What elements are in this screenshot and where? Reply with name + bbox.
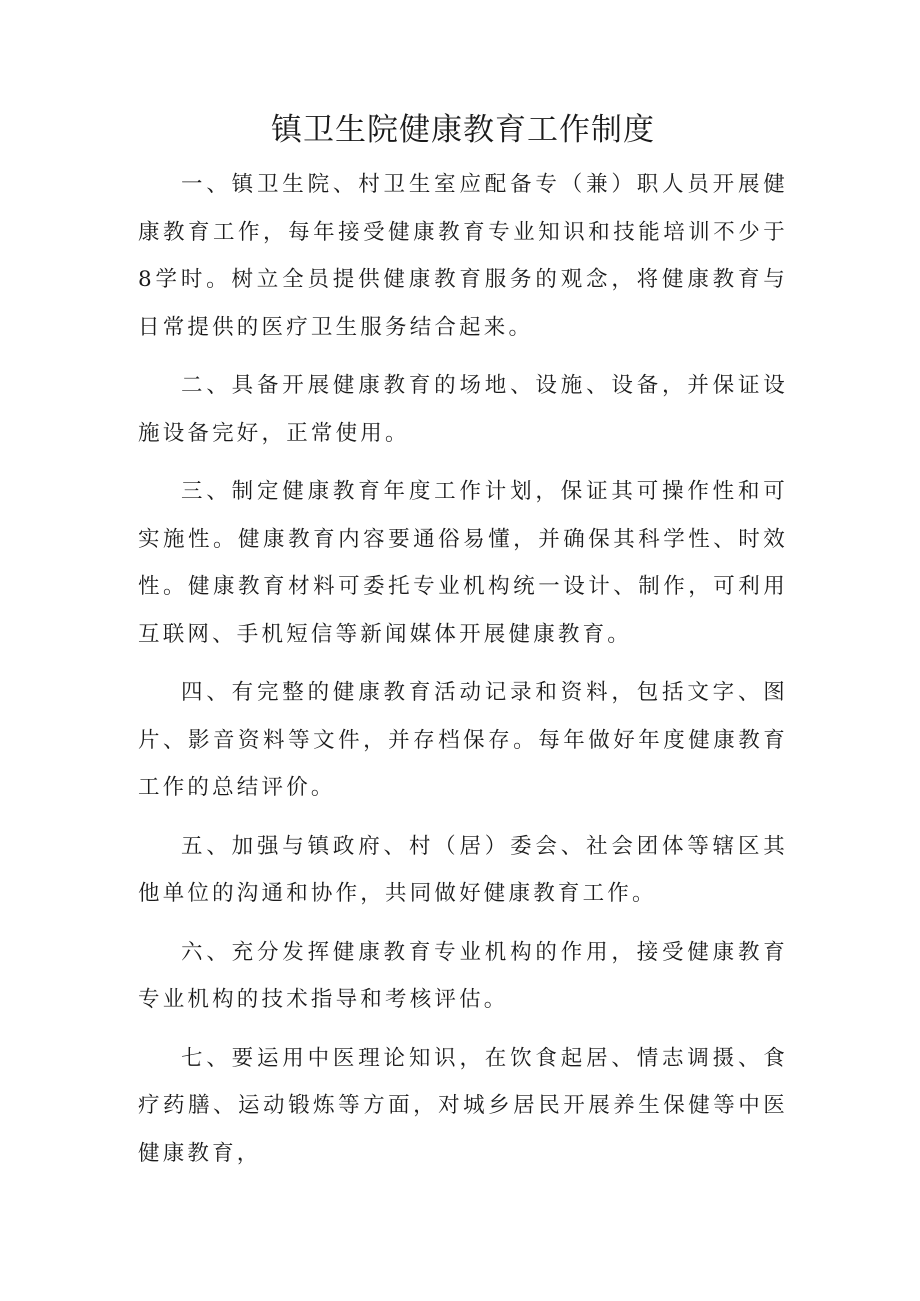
paragraph-2: 二、具备开展健康教育的场地、设施、设备，并保证设施设备完好，正常使用。: [138, 373, 788, 446]
paragraph-7: 七、要运用中医理论知识，在饮食起居、情志调摄、食疗药膳、运动锻炼等方面，对城乡居民开展养生保健等中医健康教育，: [138, 1045, 788, 1166]
document-title: 镇卫生院健康教育工作制度: [271, 112, 655, 148]
paragraph-3: 三、制定健康教育年度工作计划，保证其可操作性和可实施性。健康教育内容要通俗易懂，并确保其科学性、时效性。健康教育材料可委托专业机构统一设计、制作，可利用互联网、手机短信等新闻媒体开展健康教育。: [138, 479, 788, 647]
paragraph-6: 六、充分发挥健康教育专业机构的作用，接受健康教育专业机构的技术指导和考核评估。: [138, 939, 788, 1012]
document-page: [138, 108, 788, 1188]
paragraph-4: 四、有完整的健康教育活动记录和资料，包括文字、图片、影音资料等文件，并存档保存。每年做好年度健康教育工作的总结评价。: [138, 680, 788, 800]
paragraph-1: 一、镇卫生院、村卫生室应配备专（兼）职人员开展健康教育工作，每年接受健康教育专业知识和技能培训不少于8学时。树立全员提供健康教育服务的观念，将健康教育与日常提供的医疗卫生服务结合起来。: [138, 172, 788, 340]
paragraph-5: 五、加强与镇政府、村（居）委会、社会团体等辖区其他单位的沟通和协作，共同做好健康教育工作。: [138, 833, 788, 906]
